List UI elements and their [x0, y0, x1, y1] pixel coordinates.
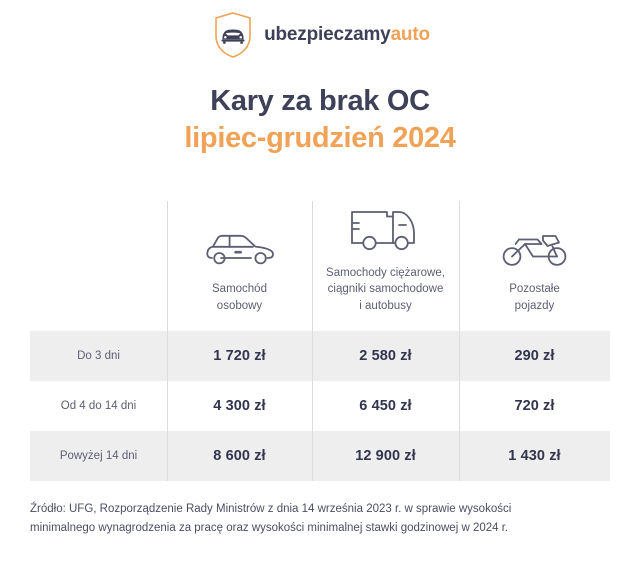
brand-logo[interactable] — [0, 0, 640, 70]
table-cell-value: 720 zł — [459, 381, 610, 431]
header-label-line: pojazdy — [514, 300, 555, 313]
source-note-line: minimalnego wynagrodzenia za pracę oraz wysokości minimalnej stawki godzinowej w 2024 r. — [30, 521, 509, 534]
table-row — [30, 331, 610, 381]
table-row — [30, 381, 610, 431]
source-note — [30, 500, 612, 538]
page-subtitle: lipiec-grudzień 2024 — [184, 122, 456, 155]
header-label-line: Pozostałe — [509, 283, 560, 296]
table-header-row — [30, 201, 610, 331]
table-header-label-truck — [318, 265, 453, 315]
car-icon — [173, 217, 306, 269]
brand-word-primary: ubezpieczamy — [264, 24, 391, 45]
header-label-line: Samochód — [212, 283, 267, 296]
row-label: Powyżej 14 dni — [30, 431, 167, 481]
penalties-table — [30, 201, 610, 481]
header-label-line: ciągniki samochodowe — [327, 283, 444, 296]
shield-with-car-icon — [210, 10, 256, 60]
table-header-label-car — [173, 281, 306, 314]
header-label-line: i autobusy — [359, 300, 412, 313]
motorcycle-icon — [465, 217, 604, 269]
row-label: Do 3 dni — [30, 331, 167, 381]
table-cell-value: 6 450 zł — [312, 381, 459, 431]
table-header-cell-car — [167, 201, 312, 331]
header-label-line: osobowy — [216, 300, 263, 313]
table-cell-value: 8 600 zł — [167, 431, 312, 481]
row-label: Od 4 do 14 dni — [30, 381, 167, 431]
table-cell-value: 290 zł — [459, 331, 610, 381]
table-cell-value: 12 900 zł — [312, 431, 459, 481]
truck-icon — [318, 201, 453, 253]
header-label-line: Samochody ciężarowe, — [326, 266, 445, 279]
table-header-label-other — [465, 281, 604, 314]
source-note-line: Źródło: UFG, Rozporządzenie Rady Ministrów z dnia 14 września 2023 r. w sprawie wysokości — [30, 503, 512, 515]
table-cell-value: 1 430 zł — [459, 431, 610, 481]
table-row — [30, 431, 610, 481]
table-header-cell-truck — [312, 201, 459, 331]
table-cell-value: 2 580 zł — [312, 331, 459, 381]
brand-logo-text — [264, 24, 430, 46]
table-header-cell-other — [459, 201, 610, 331]
page-title-block — [0, 84, 640, 157]
table-cell-value: 4 300 zł — [167, 381, 312, 431]
penalties-table-wrapper — [30, 201, 610, 481]
table-header — [30, 201, 610, 331]
table-body — [30, 331, 610, 481]
brand-word-secondary: auto — [390, 24, 430, 45]
table-corner-cell — [30, 201, 167, 331]
table-cell-value: 1 720 zł — [167, 331, 312, 381]
page-title: Kary za brak OC — [210, 85, 430, 117]
